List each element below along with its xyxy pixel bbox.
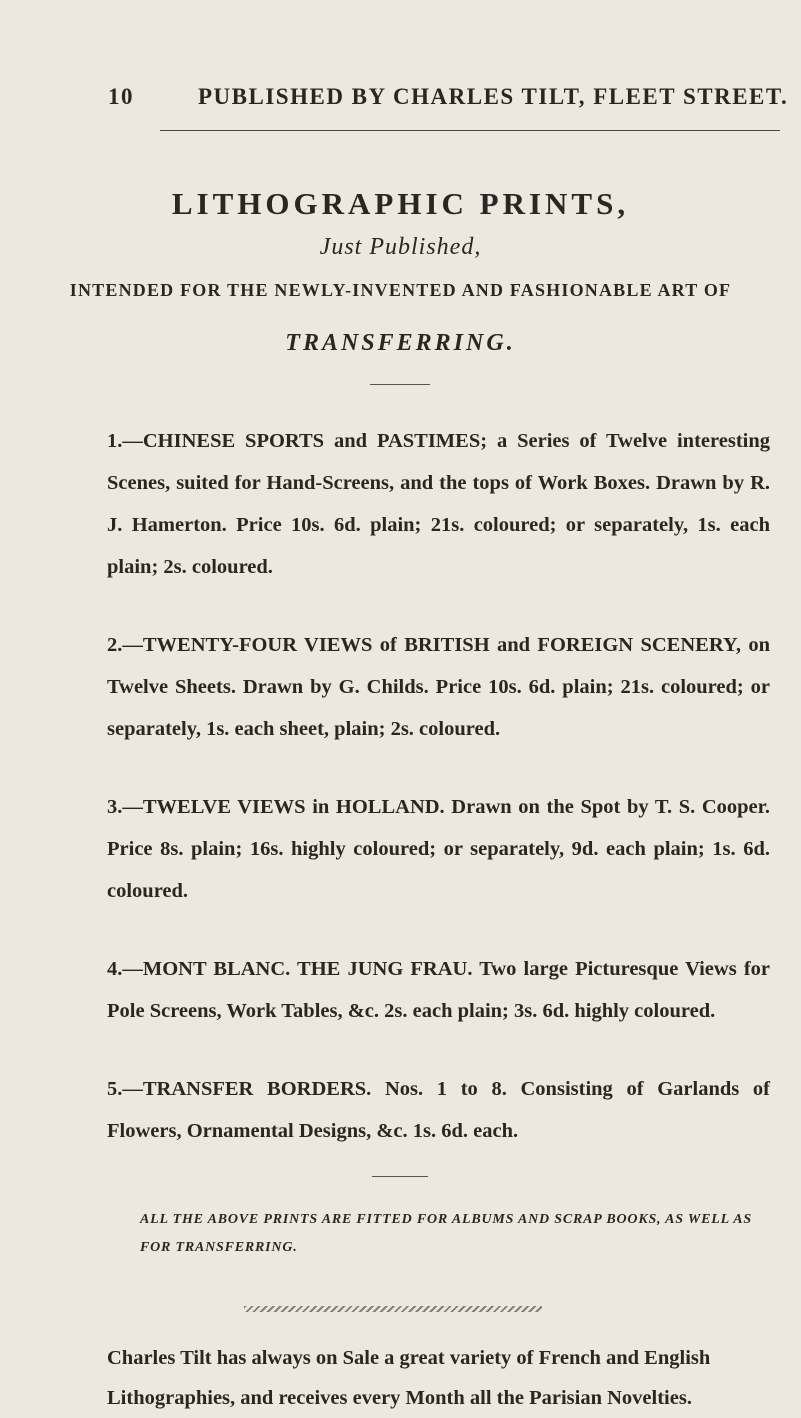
item-list [107,420,770,1188]
intro-line: INTENDED FOR THE NEWLY-INVENTED AND FASHIONABLE ART OF [69,280,732,300]
note-rule [372,1176,428,1177]
list-item: 5.—TRANSFER BORDERS. Nos. 1 to 8. Consisting of Garlands of Flowers, Ornamental Designs, &c. 1s. 6d. each. [107,1078,770,1142]
subject-heading: TRANSFERRING. [285,330,516,356]
publisher-line: PUBLISHED BY CHARLES TILT, FLEET STREET. [198,84,789,109]
ornamental-rule [244,1306,542,1312]
header-rule [160,130,780,131]
albums-note: ALL THE ABOVE PRINTS ARE FITTED FOR ALBUMS AND SCRAP BOOKS, AS WELL AS FOR TRANSFERRING. [140,1212,752,1255]
list-item: 4.—MONT BLANC. THE JUNG FRAU. Two large Picturesque Views for Pole Screens, Work Tables, &c. 2s. each plain; 3s. 6d. highly coloured. [107,958,770,1022]
page-title: LITHOGRAPHIC PRINTS, [171,186,630,221]
closing-paragraph: Charles Tilt has always on Sale a great variety of French and English Lithographies, and receives every Month all the Parisian Novelties. [107,1347,711,1409]
section-rule [370,384,430,385]
subtitle: Just Published, [319,234,482,260]
list-item: 2.—TWENTY-FOUR VIEWS of BRITISH and FOREIGN SCENERY, on Twelve Sheets. Drawn by G. Childs. Price 10s. 6d. plain; 21s. coloured; or separately, 1s. each sheet, plain; 2s. coloured. [107,634,770,740]
running-header [108,84,789,110]
list-item: 3.—TWELVE VIEWS in HOLLAND. Drawn on the Spot by T. S. Cooper. Price 8s. plain; 16s. highly coloured; or separately, 9d. each plain; 1s. 6d. coloured. [107,796,770,902]
page-number: 10 [108,84,134,109]
list-item: 1.—CHINESE SPORTS and PASTIMES; a Series of Twelve interesting Scenes, suited for Hand-Screens, and the tops of Work Boxes. Drawn by R. J. Hamerton. Price 10s. 6d. plain; 21s. coloured; or separately, 1s. each plain; 2s. coloured. [107,430,770,578]
